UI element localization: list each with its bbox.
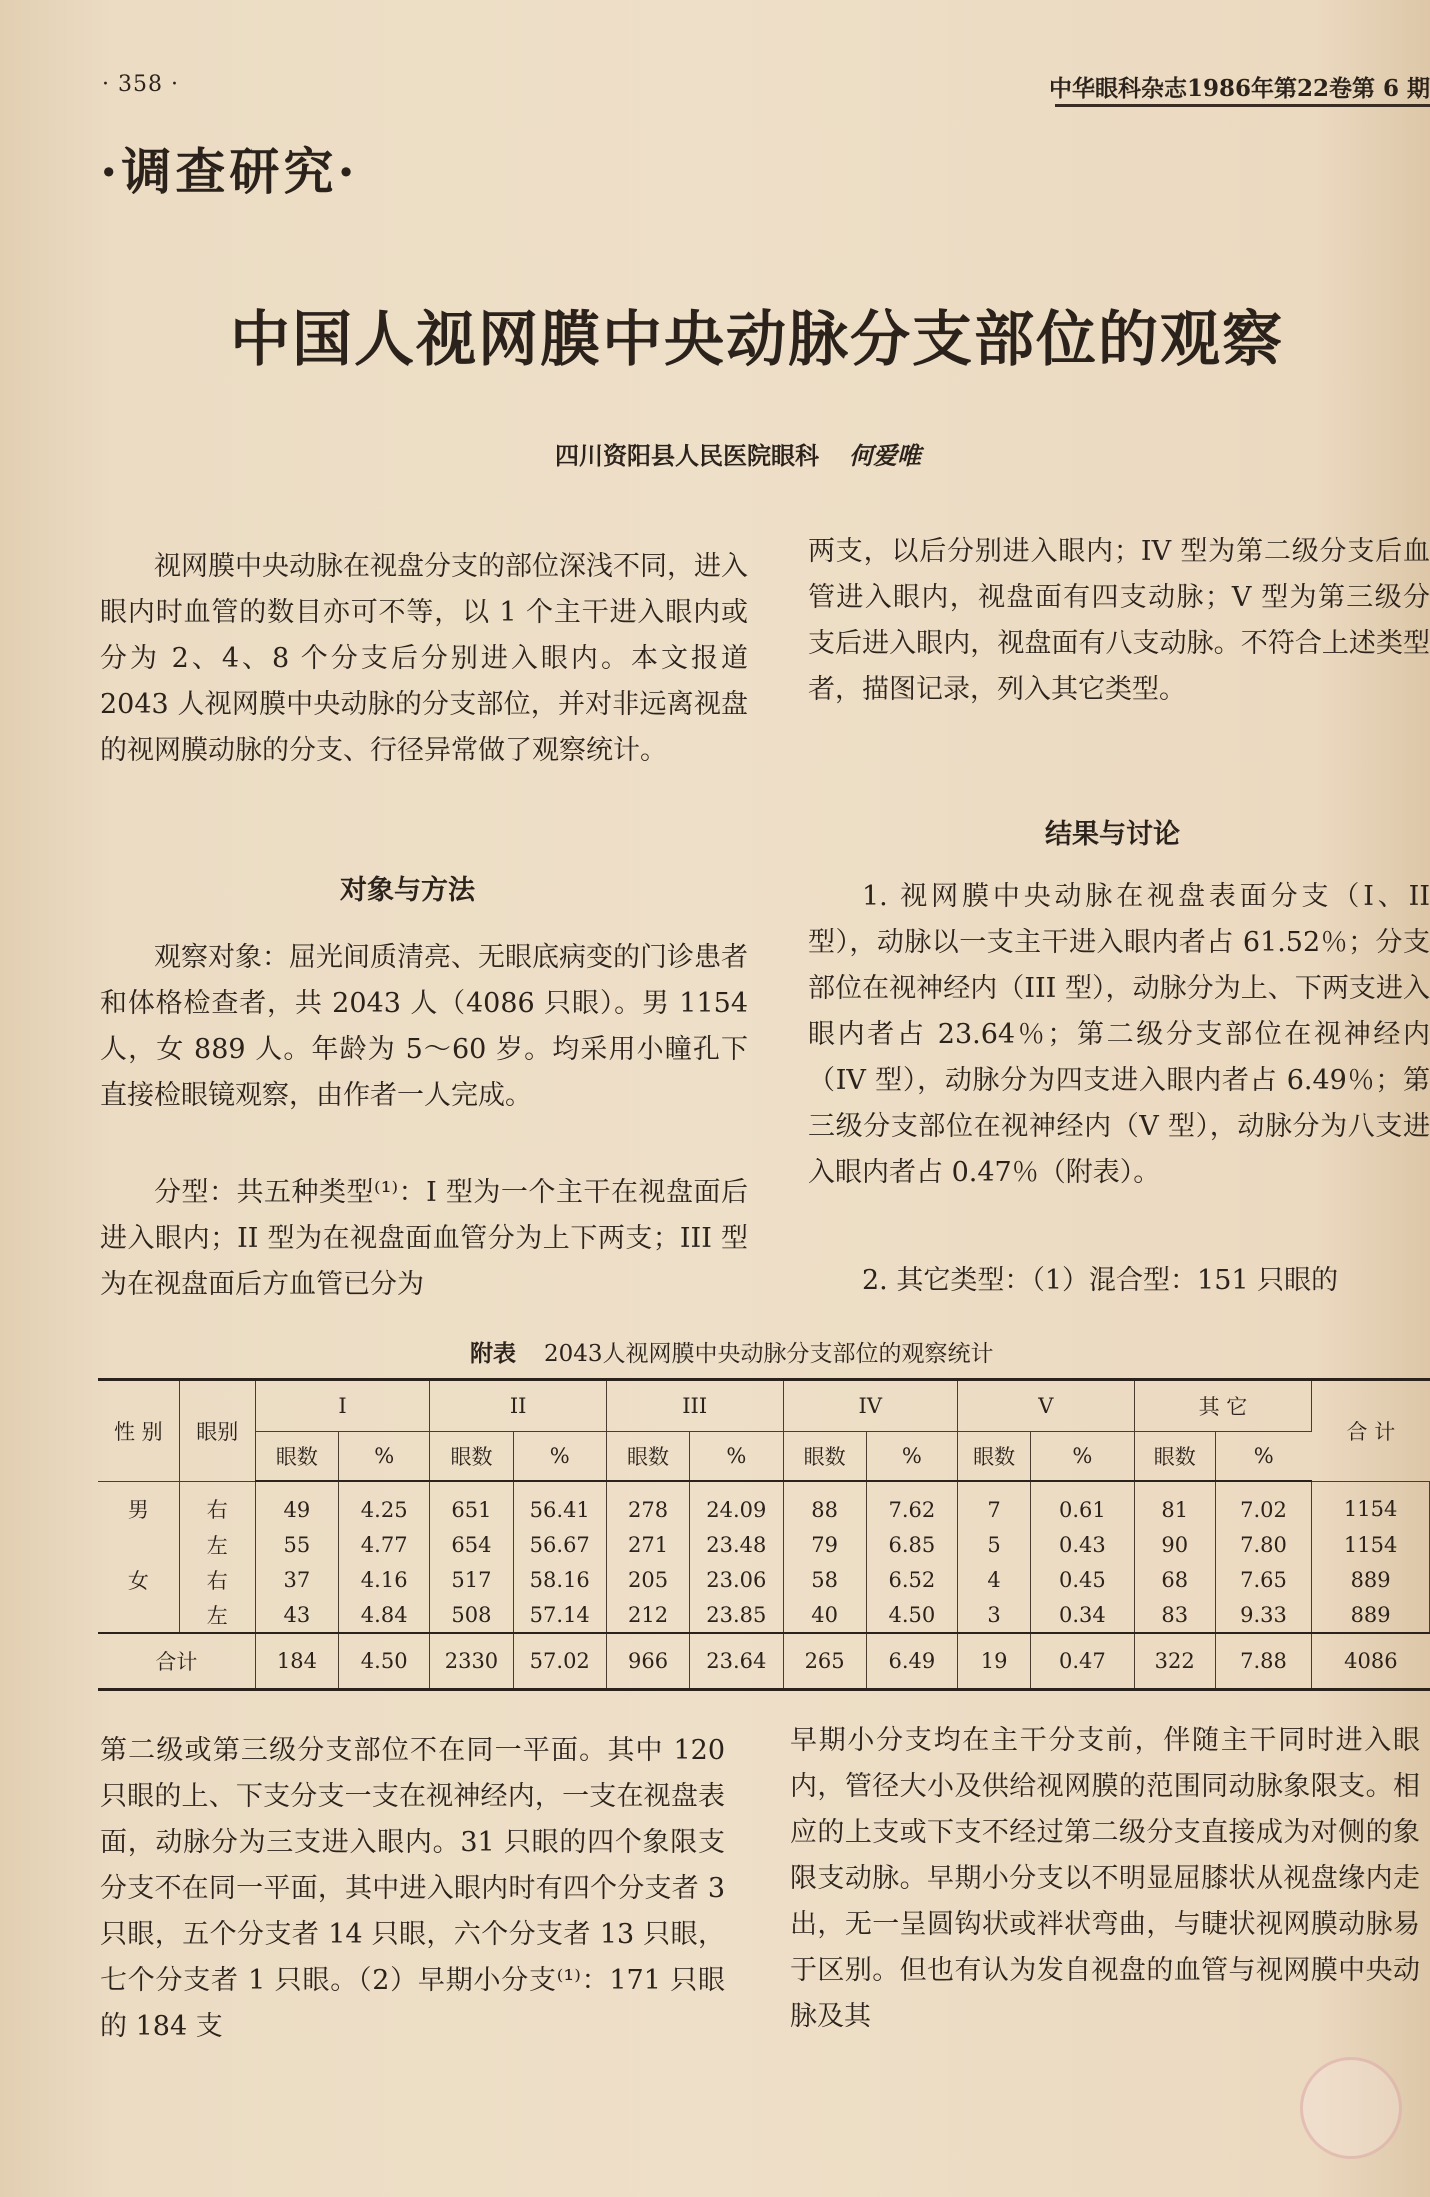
cell: 37 — [255, 1562, 338, 1597]
subheader-pct: % — [1215, 1432, 1311, 1482]
methods-paragraph-subjects: 观察对象：屈光间质清亮、无眼底病变的门诊患者和体格检查者，共 2043 人（4086 只眼）。男 1154 人，女 889 人。年龄为 5～60 岁。均采用小瞳孔下直接检眼镜观察，由作者一人完成。 — [100, 942, 748, 1111]
cell: 23.06 — [690, 1562, 783, 1597]
cell-sex: 女 — [98, 1562, 179, 1597]
cell: 4.50 — [339, 1633, 430, 1690]
cell: 49 — [255, 1481, 338, 1527]
cell: 9.33 — [1215, 1597, 1311, 1633]
cell: 23.48 — [690, 1527, 783, 1562]
table-row — [98, 1481, 1430, 1527]
results-paragraph-2: 2. 其它类型：（1）混合型：151 只眼的 — [862, 1265, 1339, 1296]
cell: 7.65 — [1215, 1562, 1311, 1597]
intro-paragraph: 视网膜中央动脉在视盘分支的部位深浅不同，进入眼内时血管的数目亦可不等，以 1 个主干进入眼内或分为 2、4、8 个分支后分别进入眼内。本文报道 2043 人视网膜中央动脉的分支部位，并对非远离视盘的视网膜动脉的分支、行径异常做了观察统计。 — [100, 551, 748, 766]
stats-table — [98, 1378, 1430, 1691]
cell: 4.16 — [339, 1562, 430, 1597]
cell: 278 — [606, 1481, 689, 1527]
cell: 57.14 — [513, 1597, 606, 1633]
table-row — [98, 1527, 1430, 1562]
header-sex: 性 别 — [98, 1380, 179, 1482]
cell: 58 — [783, 1562, 866, 1597]
cell-total: 889 — [1312, 1597, 1430, 1633]
cell: 40 — [783, 1597, 866, 1633]
cell: 7.88 — [1215, 1633, 1311, 1690]
cell: 7 — [958, 1481, 1031, 1527]
cell: 83 — [1134, 1597, 1215, 1633]
table-row — [98, 1597, 1430, 1633]
table-caption-text: 2043人视网膜中央动脉分支部位的观察统计 — [544, 1341, 994, 1367]
subheader-count: 眼数 — [430, 1432, 513, 1482]
cell: 56.67 — [513, 1527, 606, 1562]
cell-sex: 男 — [98, 1481, 179, 1527]
cell-grand-total: 4086 — [1312, 1633, 1430, 1690]
table-total-row — [98, 1633, 1430, 1690]
cell: 90 — [1134, 1527, 1215, 1562]
header-rule — [1055, 104, 1430, 107]
cell-eye: 左 — [179, 1597, 255, 1633]
subheader-pct: % — [690, 1432, 783, 1482]
author: 何爱唯 — [849, 441, 921, 470]
cell-eye: 左 — [179, 1527, 255, 1562]
header-type-ii: II — [430, 1380, 607, 1432]
cell: 6.52 — [866, 1562, 957, 1597]
header-total: 合 计 — [1312, 1380, 1430, 1482]
cell: 2330 — [430, 1633, 513, 1690]
cell: 88 — [783, 1481, 866, 1527]
cell: 3 — [958, 1597, 1031, 1633]
cell: 4.84 — [339, 1597, 430, 1633]
subheader-count: 眼数 — [606, 1432, 689, 1482]
cell: 654 — [430, 1527, 513, 1562]
header-type-other: 其 它 — [1134, 1380, 1312, 1432]
affiliation: 四川资阳县人民医院眼科 — [555, 441, 819, 470]
subheader-count: 眼数 — [1134, 1432, 1215, 1482]
cell: 517 — [430, 1562, 513, 1597]
results-paragraph-1: 1. 视网膜中央动脉在视盘表面分支（I、II 型），动脉以一支主干进入眼内者占 61.52％；分支部位在视神经内（III 型），动脉分为上、下两支进入眼内者占 23.64％；第二级分支部位在视神经内（IV 型），动脉分为四支进入眼内者占 6.49％；第三级分支部位在视神经内（V 型），动脉分为八支进入眼内者占 0.47％（附表）。 — [808, 881, 1430, 1188]
bottom-right-paragraph: 早期小分支均在主干分支前，伴随主干同时进入眼内，管径大小及供给视网膜的范围同动脉象限支。相应的上支或下支不经过第二级分支直接成为对侧的象限支动脉。早期小分支以不明显屈膝状从视盘缘内走出，无一呈圆钩状或袢状弯曲，与睫状视网膜动脉易于区别。但也有认为发自视盘的血管与视网膜中央动脉及其 — [790, 1725, 1420, 2032]
cell: 265 — [783, 1633, 866, 1690]
subheader-pct: % — [513, 1432, 606, 1482]
cell: 0.47 — [1031, 1633, 1135, 1690]
cell: 7.62 — [866, 1481, 957, 1527]
subheader-count: 眼数 — [255, 1432, 338, 1482]
cell: 55 — [255, 1527, 338, 1562]
cell: 0.43 — [1031, 1527, 1135, 1562]
cell: 966 — [606, 1633, 689, 1690]
cell-total-label: 合计 — [98, 1633, 255, 1690]
cell: 7.02 — [1215, 1481, 1311, 1527]
cell-sex — [98, 1597, 179, 1633]
header-eye: 眼别 — [179, 1380, 255, 1482]
results-heading: 结果与讨论 — [1045, 819, 1180, 850]
cell: 184 — [255, 1633, 338, 1690]
cell-total: 889 — [1312, 1562, 1430, 1597]
cell: 79 — [783, 1527, 866, 1562]
header-type-iii: III — [606, 1380, 783, 1432]
cell: 4 — [958, 1562, 1031, 1597]
table-caption — [470, 1335, 994, 1368]
page-number: · 358 · — [102, 72, 179, 97]
methods-heading: 对象与方法 — [340, 875, 475, 906]
cell: 6.49 — [866, 1633, 957, 1690]
cell: 4.77 — [339, 1527, 430, 1562]
cell: 5 — [958, 1527, 1031, 1562]
cell: 212 — [606, 1597, 689, 1633]
cell: 57.02 — [513, 1633, 606, 1690]
table-row — [98, 1562, 1430, 1597]
cell-eye: 右 — [179, 1562, 255, 1597]
journal-citation: 中华眼科杂志1986年第22卷第 6 期 — [1048, 75, 1430, 102]
cell: 508 — [430, 1597, 513, 1633]
watermark-seal — [1300, 2057, 1402, 2159]
cell: 58.16 — [513, 1562, 606, 1597]
cell: 81 — [1134, 1481, 1215, 1527]
cell: 271 — [606, 1527, 689, 1562]
cell-total: 1154 — [1312, 1527, 1430, 1562]
cell-total: 1154 — [1312, 1481, 1430, 1527]
cell: 651 — [430, 1481, 513, 1527]
subheader-pct: % — [1031, 1432, 1135, 1482]
cell: 68 — [1134, 1562, 1215, 1597]
byline — [555, 436, 921, 471]
cell: 4.50 — [866, 1597, 957, 1633]
types-continued-paragraph: 两支，以后分别进入眼内；IV 型为第二级分支后血管进入眼内，视盘面有四支动脉；V 型为第三级分支后进入眼内，视盘面有八支动脉。不符合上述类型者，描图记录，列入其它类型。 — [808, 536, 1430, 705]
bottom-left-paragraph: 第二级或第三级分支部位不在同一平面。其中 120 只眼的上、下支分支一支在视神经内，一支在视盘表面，动脉分为三支进入眼内。31 只眼的四个象限支分支不在同一平面，其中进入眼内时有四个分支者 3 只眼，五个分支者 14 只眼，六个分支者 13 只眼，七个分支者 1 只眼。（2）早期小分支⁽¹⁾：171 只眼的 184 支 — [100, 1735, 725, 2042]
cell: 19 — [958, 1633, 1031, 1690]
article-title: 中国人视网膜中央动脉分支部位的观察 — [230, 305, 1284, 375]
cell: 24.09 — [690, 1481, 783, 1527]
cell: 43 — [255, 1597, 338, 1633]
cell: 0.34 — [1031, 1597, 1135, 1633]
subheader-pct: % — [339, 1432, 430, 1482]
cell: 205 — [606, 1562, 689, 1597]
table-caption-label: 附表 — [470, 1340, 516, 1367]
cell-eye: 右 — [179, 1481, 255, 1527]
header-type-v: V — [958, 1380, 1135, 1432]
header-type-i: I — [255, 1380, 430, 1432]
cell: 23.85 — [690, 1597, 783, 1633]
cell: 0.61 — [1031, 1481, 1135, 1527]
subheader-count: 眼数 — [958, 1432, 1031, 1482]
cell: 0.45 — [1031, 1562, 1135, 1597]
cell: 4.25 — [339, 1481, 430, 1527]
subheader-pct: % — [866, 1432, 957, 1482]
cell: 56.41 — [513, 1481, 606, 1527]
cell: 322 — [1134, 1633, 1215, 1690]
subheader-count: 眼数 — [783, 1432, 866, 1482]
header-type-iv: IV — [783, 1380, 958, 1432]
methods-paragraph-types: 分型：共五种类型⁽¹⁾：I 型为一个主干在视盘面后进入眼内；II 型为在视盘面血管分为上下两支；III 型为在视盘面后方血管已分为 — [100, 1177, 748, 1300]
cell-sex — [98, 1527, 179, 1562]
cell: 6.85 — [866, 1527, 957, 1562]
cell: 7.80 — [1215, 1527, 1311, 1562]
cell: 23.64 — [690, 1633, 783, 1690]
section-label: ·调查研究· — [100, 142, 359, 201]
